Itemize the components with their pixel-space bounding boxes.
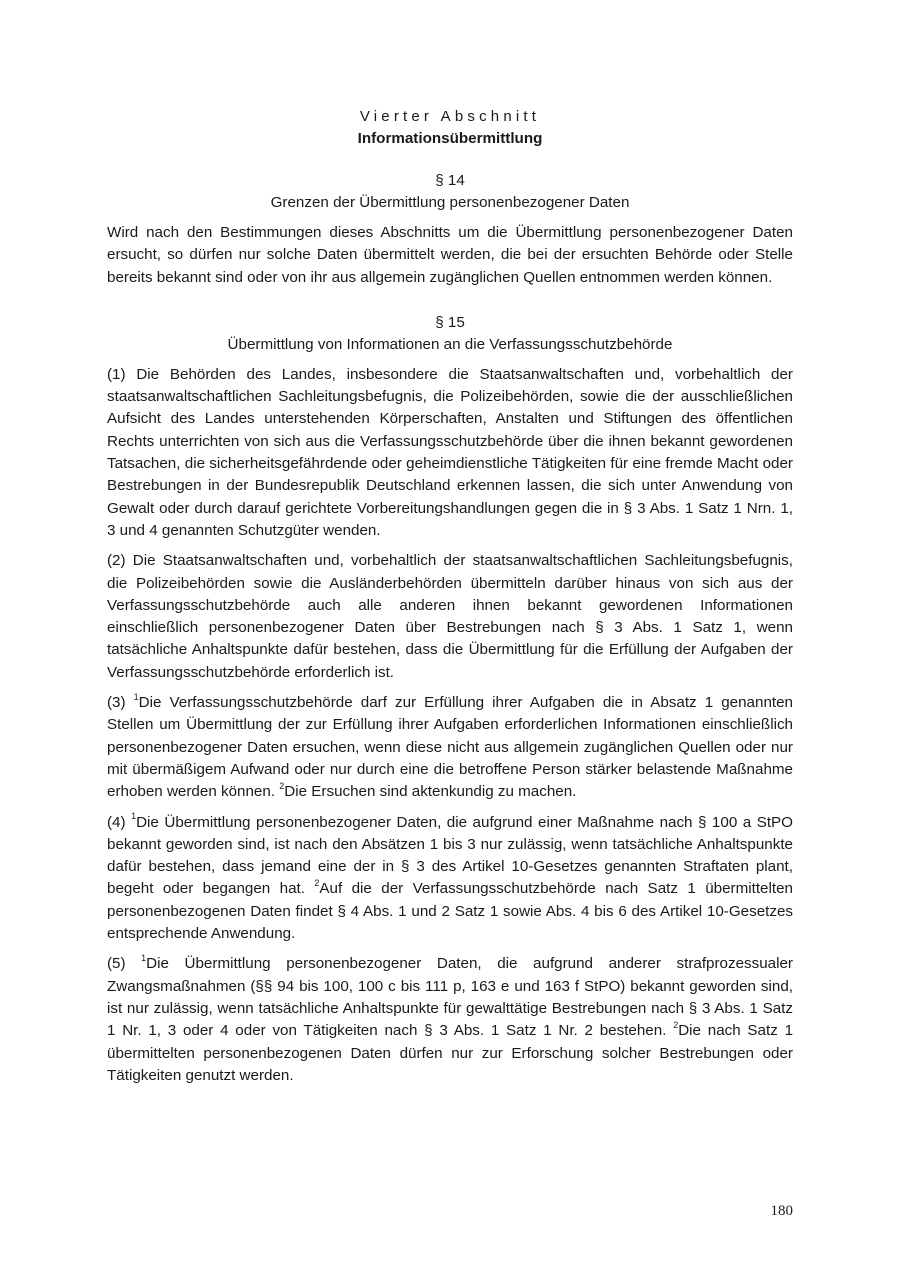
paragraph-14-number: § 14 [435,172,465,189]
abs5-sentence-1: Die Übermittlung personenbezogener Daten, die aufgrund anderer strafprozessualer Zwangsmaßnahmen (§§ 94 bis 100, 100 c bis 111 p, 163 e und 163 f StPO) bekannt geworden sind, ist nur zulässig, wenn tatsächliche Anhaltspunkte für gewalttätige Bestrebungen nach § 3 Abs. 1 Satz 1 Nr. 1, 3 oder 4 oder von Tätigkeiten nach § 3 Abs. 1 Satz 1 Nr. 2 bestehen. [107,955,793,1040]
paragraph-15-abs3 [107,692,793,803]
sentence-marker-1: 1 [141,953,147,964]
sentence-marker-1: 1 [131,811,137,822]
sentence-marker-2: 2 [673,1020,679,1031]
paragraph-15-abs2: (2) Die Staatsanwaltschaften und, vorbehaltlich der staatsanwaltschaftlichen Sachleitungsbefugnis, die Polizeibehörden sowie die Ausländerbehörden übermitteln darüber hinaus von sich aus der Verfassungsschutzbehörde auch alle anderen ihnen bekannt gewordenen Informationen einschließlich personenbezogener Daten über Bestrebungen nach § 3 Abs. 1 Satz 1, wenn tatsächliche Anhaltspunkte dafür bestehen, dass die Übermittlung für die Erfüllung der Aufgaben der Verfassungsschutzbehörde erforderlich ist. [107,552,793,681]
abs4-prefix: (4) [107,813,132,831]
sentence-marker-2: 2 [314,878,320,889]
section-title: Informationsübermittlung [357,130,543,147]
paragraph-15-abs4 [107,812,793,946]
abs5-prefix: (5) [107,955,142,973]
abs3-prefix: (3) [107,694,134,712]
paragraph-15-abs1: (1) Die Behörden des Landes, insbesondere die Staatsanwaltschaften und, vorbehaltlich der staatsanwaltschaftlichen Sachleitungsbefugnis, die Polizeibehörden, sowie die der ausschließlichen Aufsicht des Landes unterstehenden Körperschaften, Anstalten und Stiftungen des öffentlichen Rechts unterrichten von sich aus die Verfassungsschutzbehörde über die ihnen bekannt gewordenen Tatsachen, die sicherheitsgefährdende oder geheimdienstliche Tätigkeiten für eine fremde Macht oder Bestrebungen in der Bundesrepublik Deutschland erkennen lassen, die sich unter Anwendung von Gewalt oder durch darauf gerichtete Vorbereitungshandlungen gegen die in § 3 Abs. 1 Satz 1 Nrn. 1, 3 und 4 genannten Schutzgüter wenden. [107,365,793,539]
paragraph-14-title: Grenzen der Übermittlung personenbezogener Daten [270,194,630,211]
abs4-sentence-1: Die Übermittlung personenbezogener Daten, die aufgrund einer Maßnahme nach § 100 a StPO bekannt geworden sind, ist nach den Absätzen 1 bis 3 nur zulässig, wenn tatsächliche Anhaltspunkte dafür bestehen, dass jemand eine der in § 3 des Artikel 10-Gesetzes genannten Straftaten plant, begeht oder begangen hat. [107,813,793,898]
paragraph-15-abs5 [107,953,793,1087]
abs4-sentence-2: Auf die der Verfassungsschutzbehörde nach Satz 1 übermittelten personenbezogenen Daten findet § 4 Abs. 1 und 2 Satz 1 sowie Abs. 4 bis 6 des Artikel 10-Gesetzes entsprechende Anwendung. [107,880,793,943]
sentence-marker-2: 2 [279,781,285,792]
sentence-marker-1: 1 [133,691,139,702]
spacer [107,297,793,312]
page-number: 180 [770,1203,793,1219]
abs3-sentence-1: Die Verfassungsschutzbehörde darf zur Erfüllung ihrer Aufgaben die in Absatz 1 genannten Stellen um Übermittlung der zur Erfüllung ihrer Aufgaben erforderlichen Informationen einschließlich personenbezogener Daten ersuchen, wenn diese nicht aus allgemein zugänglichen Quellen oder nur mit übermäßigem Aufwand oder nur durch eine die betroffene Person stärker belastende Maßnahme erhoben werden können. [107,694,793,801]
paragraph-15-title: Übermittlung von Informationen an die Verfassungsschutzbehörde [227,335,673,353]
paragraph-14-text: Wird nach den Bestimmungen dieses Abschnitts um die Übermittlung personenbezogener Daten ersucht, so dürfen nur solche Daten übermittelt werden, die bei der ersuchten Behörde oder Stelle bereits bekannt sind oder von ihr aus allgemein zugänglichen Quellen entnommen werden können. [107,224,793,286]
paragraph-15-number: § 15 [435,313,465,331]
page-content [107,106,793,1095]
abs5-sentence-2: Die nach Satz 1 übermittelten personenbezogenen Daten dürfen nur zur Erforschung solcher Bestrebungen oder Tätigkeiten genutzt werden. [107,1022,794,1084]
section-label: Vierter Abschnitt [359,108,541,125]
abs3-sentence-2: Die Ersuchen sind aktenkundig zu machen. [284,783,577,801]
